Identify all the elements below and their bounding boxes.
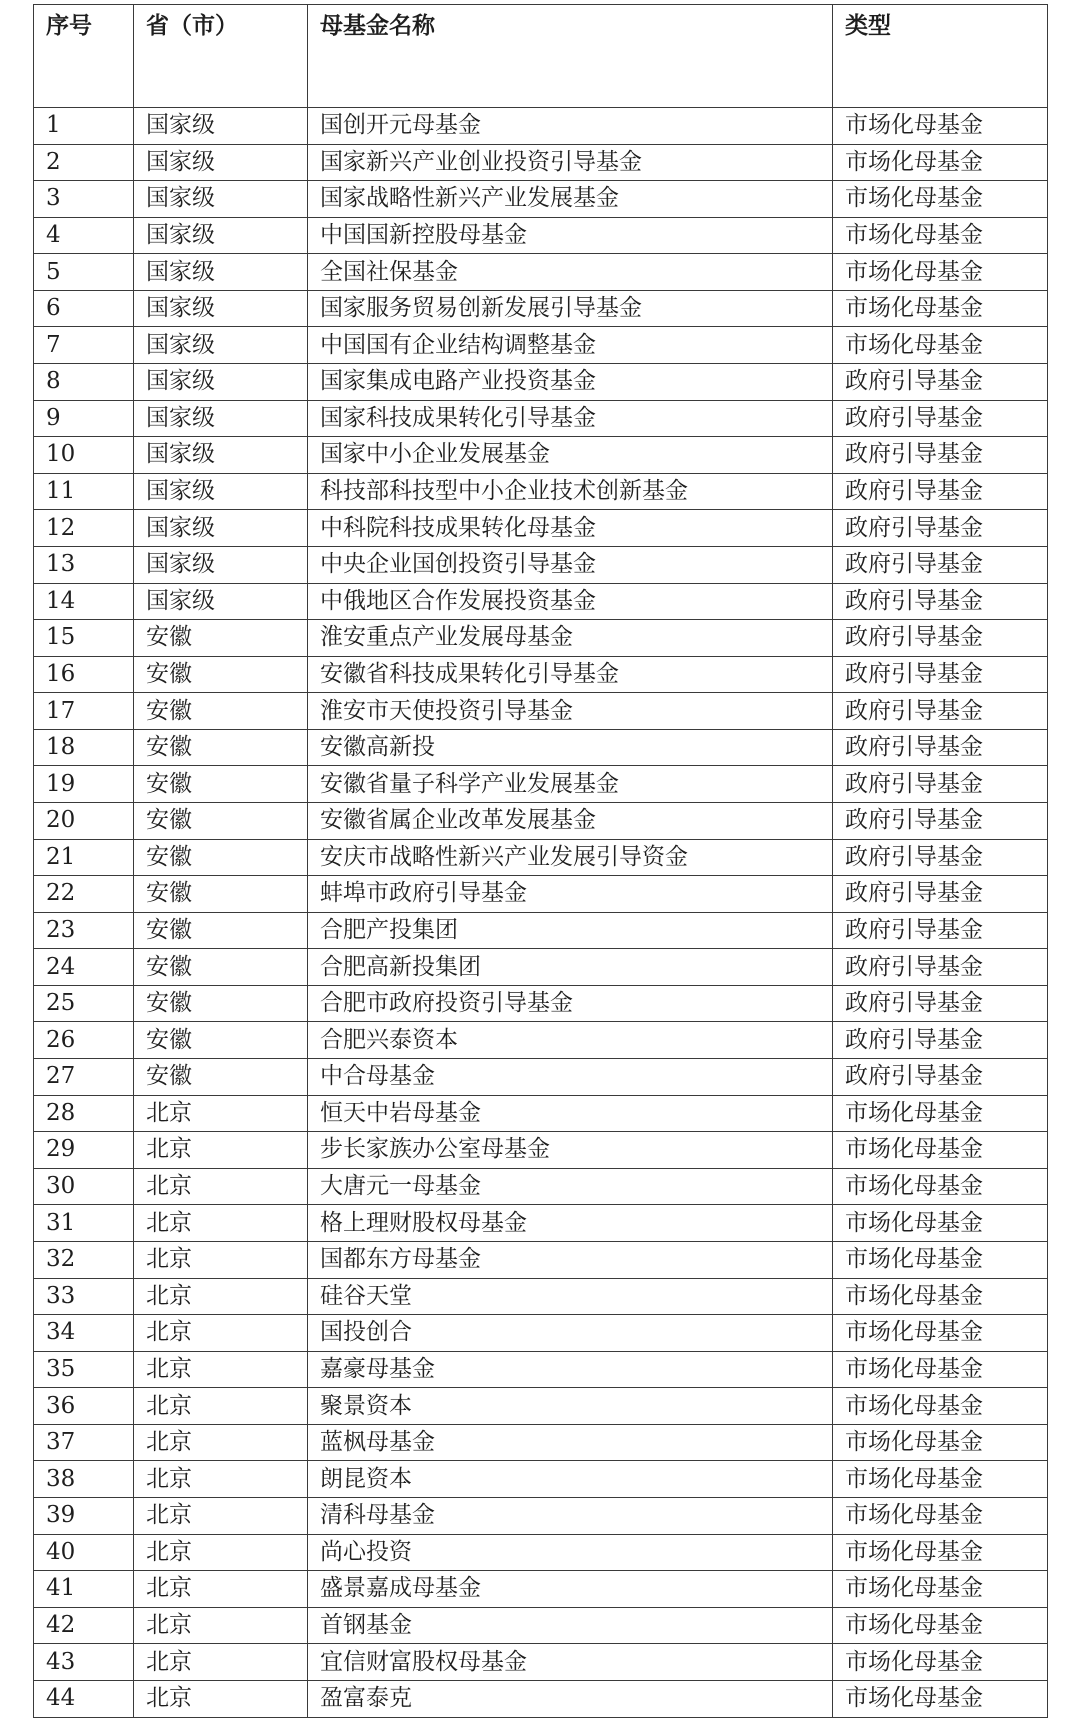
province-cell: 国家级 bbox=[134, 400, 308, 437]
province-cell: 国家级 bbox=[134, 181, 308, 218]
fund-name-cell: 国家战略性新兴产业发展基金 bbox=[308, 181, 833, 218]
province-cell: 安徽 bbox=[134, 876, 308, 913]
table-row bbox=[34, 1278, 1048, 1315]
index-cell: 7 bbox=[34, 327, 134, 364]
table-row bbox=[34, 656, 1048, 693]
index-cell: 44 bbox=[34, 1680, 134, 1717]
fund-name-cell: 安徽省量子科学产业发展基金 bbox=[308, 766, 833, 803]
table-row bbox=[34, 144, 1048, 181]
index-cell: 12 bbox=[34, 510, 134, 547]
province-cell: 国家级 bbox=[134, 290, 308, 327]
index-cell: 3 bbox=[34, 181, 134, 218]
index-cell: 16 bbox=[34, 656, 134, 693]
index-cell: 13 bbox=[34, 546, 134, 583]
index-cell: 10 bbox=[34, 437, 134, 474]
fund-name-cell: 合肥高新投集团 bbox=[308, 949, 833, 986]
fund-name-cell: 朗昆资本 bbox=[308, 1461, 833, 1498]
fund-name-cell: 中合母基金 bbox=[308, 1059, 833, 1096]
type-cell: 政府引导基金 bbox=[833, 583, 1048, 620]
type-cell: 政府引导基金 bbox=[833, 802, 1048, 839]
fund-name-cell: 盛景嘉成母基金 bbox=[308, 1571, 833, 1608]
type-cell: 政府引导基金 bbox=[833, 656, 1048, 693]
fund-name-cell: 合肥产投集团 bbox=[308, 912, 833, 949]
province-cell: 北京 bbox=[134, 1461, 308, 1498]
province-cell: 北京 bbox=[134, 1351, 308, 1388]
province-cell: 安徽 bbox=[134, 949, 308, 986]
fund-name-cell: 蓝枫母基金 bbox=[308, 1424, 833, 1461]
fund-name-cell: 盈富泰克 bbox=[308, 1680, 833, 1717]
type-cell: 市场化母基金 bbox=[833, 1241, 1048, 1278]
index-cell: 15 bbox=[34, 620, 134, 657]
index-cell: 22 bbox=[34, 876, 134, 913]
index-cell: 4 bbox=[34, 217, 134, 254]
province-cell: 国家级 bbox=[134, 108, 308, 145]
province-cell: 国家级 bbox=[134, 437, 308, 474]
province-cell: 北京 bbox=[134, 1534, 308, 1571]
province-cell: 北京 bbox=[134, 1607, 308, 1644]
table-row bbox=[34, 290, 1048, 327]
table-body bbox=[34, 108, 1048, 1718]
fund-name-cell: 淮安重点产业发展母基金 bbox=[308, 620, 833, 657]
province-cell: 北京 bbox=[134, 1315, 308, 1352]
fund-name-cell: 国创开元母基金 bbox=[308, 108, 833, 145]
table-row bbox=[34, 1241, 1048, 1278]
type-cell: 市场化母基金 bbox=[833, 290, 1048, 327]
table-row bbox=[34, 364, 1048, 401]
index-cell: 28 bbox=[34, 1095, 134, 1132]
type-cell: 政府引导基金 bbox=[833, 364, 1048, 401]
table-row bbox=[34, 1461, 1048, 1498]
fund-name-cell: 大唐元一母基金 bbox=[308, 1168, 833, 1205]
province-cell: 北京 bbox=[134, 1278, 308, 1315]
type-cell: 市场化母基金 bbox=[833, 1388, 1048, 1425]
type-cell: 政府引导基金 bbox=[833, 729, 1048, 766]
index-cell: 40 bbox=[34, 1534, 134, 1571]
table-row bbox=[34, 620, 1048, 657]
index-cell: 14 bbox=[34, 583, 134, 620]
table-row bbox=[34, 546, 1048, 583]
table-row bbox=[34, 1644, 1048, 1681]
province-cell: 国家级 bbox=[134, 510, 308, 547]
fund-name-cell: 合肥市政府投资引导基金 bbox=[308, 985, 833, 1022]
fund-name-cell: 中俄地区合作发展投资基金 bbox=[308, 583, 833, 620]
index-cell: 5 bbox=[34, 254, 134, 291]
table-row bbox=[34, 1607, 1048, 1644]
fund-name-cell: 宜信财富股权母基金 bbox=[308, 1644, 833, 1681]
province-cell: 安徽 bbox=[134, 1022, 308, 1059]
table-row bbox=[34, 254, 1048, 291]
index-cell: 25 bbox=[34, 985, 134, 1022]
fund-name-cell: 国家服务贸易创新发展引导基金 bbox=[308, 290, 833, 327]
table-row bbox=[34, 1168, 1048, 1205]
type-cell: 政府引导基金 bbox=[833, 912, 1048, 949]
province-cell: 安徽 bbox=[134, 912, 308, 949]
index-cell: 32 bbox=[34, 1241, 134, 1278]
index-cell: 8 bbox=[34, 364, 134, 401]
table-row bbox=[34, 1059, 1048, 1096]
type-cell: 市场化母基金 bbox=[833, 108, 1048, 145]
province-cell: 国家级 bbox=[134, 254, 308, 291]
table-row bbox=[34, 985, 1048, 1022]
fund-name-cell: 中国国有企业结构调整基金 bbox=[308, 327, 833, 364]
table-row bbox=[34, 1205, 1048, 1242]
province-cell: 北京 bbox=[134, 1168, 308, 1205]
index-cell: 34 bbox=[34, 1315, 134, 1352]
fund-name-cell: 国家新兴产业创业投资引导基金 bbox=[308, 144, 833, 181]
index-cell: 43 bbox=[34, 1644, 134, 1681]
fund-name-cell: 硅谷天堂 bbox=[308, 1278, 833, 1315]
index-cell: 36 bbox=[34, 1388, 134, 1425]
type-cell: 政府引导基金 bbox=[833, 876, 1048, 913]
index-cell: 31 bbox=[34, 1205, 134, 1242]
type-cell: 市场化母基金 bbox=[833, 1497, 1048, 1534]
province-cell: 安徽 bbox=[134, 839, 308, 876]
fund-name-cell: 嘉豪母基金 bbox=[308, 1351, 833, 1388]
province-cell: 北京 bbox=[134, 1571, 308, 1608]
type-cell: 市场化母基金 bbox=[833, 144, 1048, 181]
province-cell: 国家级 bbox=[134, 327, 308, 364]
type-cell: 政府引导基金 bbox=[833, 839, 1048, 876]
type-cell: 政府引导基金 bbox=[833, 1059, 1048, 1096]
index-cell: 2 bbox=[34, 144, 134, 181]
type-cell: 市场化母基金 bbox=[833, 1168, 1048, 1205]
province-cell: 安徽 bbox=[134, 729, 308, 766]
table-row bbox=[34, 1388, 1048, 1425]
province-cell: 安徽 bbox=[134, 1059, 308, 1096]
province-cell: 国家级 bbox=[134, 473, 308, 510]
type-cell: 市场化母基金 bbox=[833, 327, 1048, 364]
fund-name-cell: 中科院科技成果转化母基金 bbox=[308, 510, 833, 547]
fund-name-cell: 安徽省属企业改革发展基金 bbox=[308, 802, 833, 839]
province-cell: 安徽 bbox=[134, 802, 308, 839]
header-index: 序号 bbox=[34, 5, 134, 108]
header-province: 省（市） bbox=[134, 5, 308, 108]
fund-name-cell: 格上理财股权母基金 bbox=[308, 1205, 833, 1242]
type-cell: 市场化母基金 bbox=[833, 217, 1048, 254]
type-cell: 政府引导基金 bbox=[833, 510, 1048, 547]
fund-name-cell: 国都东方母基金 bbox=[308, 1241, 833, 1278]
index-cell: 26 bbox=[34, 1022, 134, 1059]
type-cell: 市场化母基金 bbox=[833, 1534, 1048, 1571]
table-row bbox=[34, 693, 1048, 730]
type-cell: 政府引导基金 bbox=[833, 949, 1048, 986]
fund-name-cell: 国家科技成果转化引导基金 bbox=[308, 400, 833, 437]
fund-name-cell: 淮安市天使投资引导基金 bbox=[308, 693, 833, 730]
table-row bbox=[34, 802, 1048, 839]
table-row bbox=[34, 181, 1048, 218]
province-cell: 北京 bbox=[134, 1132, 308, 1169]
fund-name-cell: 全国社保基金 bbox=[308, 254, 833, 291]
fund-name-cell: 恒天中岩母基金 bbox=[308, 1095, 833, 1132]
fund-name-cell: 清科母基金 bbox=[308, 1497, 833, 1534]
fund-name-cell: 国投创合 bbox=[308, 1315, 833, 1352]
fund-name-cell: 蚌埠市政府引导基金 bbox=[308, 876, 833, 913]
table-row bbox=[34, 108, 1048, 145]
table-row bbox=[34, 949, 1048, 986]
fund-name-cell: 中国国新控股母基金 bbox=[308, 217, 833, 254]
province-cell: 北京 bbox=[134, 1095, 308, 1132]
fund-name-cell: 首钢基金 bbox=[308, 1607, 833, 1644]
index-cell: 33 bbox=[34, 1278, 134, 1315]
index-cell: 9 bbox=[34, 400, 134, 437]
index-cell: 21 bbox=[34, 839, 134, 876]
table-row bbox=[34, 766, 1048, 803]
header-type: 类型 bbox=[833, 5, 1048, 108]
type-cell: 市场化母基金 bbox=[833, 1680, 1048, 1717]
table-row bbox=[34, 400, 1048, 437]
type-cell: 市场化母基金 bbox=[833, 1461, 1048, 1498]
fund-name-cell: 国家集成电路产业投资基金 bbox=[308, 364, 833, 401]
table-row bbox=[34, 1095, 1048, 1132]
type-cell: 政府引导基金 bbox=[833, 546, 1048, 583]
province-cell: 北京 bbox=[134, 1424, 308, 1461]
fund-name-cell: 合肥兴泰资本 bbox=[308, 1022, 833, 1059]
province-cell: 国家级 bbox=[134, 364, 308, 401]
table-row bbox=[34, 473, 1048, 510]
type-cell: 市场化母基金 bbox=[833, 181, 1048, 218]
index-cell: 11 bbox=[34, 473, 134, 510]
type-cell: 政府引导基金 bbox=[833, 437, 1048, 474]
table-row bbox=[34, 1132, 1048, 1169]
index-cell: 20 bbox=[34, 802, 134, 839]
province-cell: 北京 bbox=[134, 1388, 308, 1425]
table-row bbox=[34, 1022, 1048, 1059]
province-cell: 国家级 bbox=[134, 583, 308, 620]
table-row bbox=[34, 912, 1048, 949]
type-cell: 市场化母基金 bbox=[833, 1095, 1048, 1132]
index-cell: 18 bbox=[34, 729, 134, 766]
province-cell: 安徽 bbox=[134, 620, 308, 657]
header-fund-name: 母基金名称 bbox=[308, 5, 833, 108]
type-cell: 市场化母基金 bbox=[833, 254, 1048, 291]
index-cell: 23 bbox=[34, 912, 134, 949]
table-row bbox=[34, 1497, 1048, 1534]
header-row bbox=[34, 5, 1048, 108]
table-row bbox=[34, 1424, 1048, 1461]
type-cell: 市场化母基金 bbox=[833, 1571, 1048, 1608]
index-cell: 6 bbox=[34, 290, 134, 327]
table-row bbox=[34, 1571, 1048, 1608]
fund-name-cell: 中央企业国创投资引导基金 bbox=[308, 546, 833, 583]
index-cell: 27 bbox=[34, 1059, 134, 1096]
table-row bbox=[34, 583, 1048, 620]
province-cell: 北京 bbox=[134, 1205, 308, 1242]
index-cell: 19 bbox=[34, 766, 134, 803]
type-cell: 市场化母基金 bbox=[833, 1205, 1048, 1242]
index-cell: 1 bbox=[34, 108, 134, 145]
type-cell: 政府引导基金 bbox=[833, 1022, 1048, 1059]
fund-name-cell: 安徽省科技成果转化引导基金 bbox=[308, 656, 833, 693]
province-cell: 国家级 bbox=[134, 217, 308, 254]
type-cell: 市场化母基金 bbox=[833, 1132, 1048, 1169]
index-cell: 30 bbox=[34, 1168, 134, 1205]
table-row bbox=[34, 876, 1048, 913]
table-row bbox=[34, 217, 1048, 254]
province-cell: 国家级 bbox=[134, 144, 308, 181]
index-cell: 38 bbox=[34, 1461, 134, 1498]
table-row bbox=[34, 1315, 1048, 1352]
index-cell: 37 bbox=[34, 1424, 134, 1461]
province-cell: 北京 bbox=[134, 1680, 308, 1717]
province-cell: 安徽 bbox=[134, 656, 308, 693]
fund-name-cell: 步长家族办公室母基金 bbox=[308, 1132, 833, 1169]
fund-name-cell: 安庆市战略性新兴产业发展引导资金 bbox=[308, 839, 833, 876]
type-cell: 政府引导基金 bbox=[833, 620, 1048, 657]
index-cell: 35 bbox=[34, 1351, 134, 1388]
table-row bbox=[34, 327, 1048, 364]
table-row bbox=[34, 1351, 1048, 1388]
type-cell: 市场化母基金 bbox=[833, 1351, 1048, 1388]
index-cell: 17 bbox=[34, 693, 134, 730]
index-cell: 39 bbox=[34, 1497, 134, 1534]
province-cell: 北京 bbox=[134, 1644, 308, 1681]
type-cell: 市场化母基金 bbox=[833, 1278, 1048, 1315]
index-cell: 29 bbox=[34, 1132, 134, 1169]
table-row bbox=[34, 729, 1048, 766]
province-cell: 安徽 bbox=[134, 693, 308, 730]
table-row bbox=[34, 1534, 1048, 1571]
fund-table bbox=[33, 4, 1048, 1718]
province-cell: 国家级 bbox=[134, 546, 308, 583]
type-cell: 市场化母基金 bbox=[833, 1424, 1048, 1461]
province-cell: 安徽 bbox=[134, 985, 308, 1022]
fund-name-cell: 尚心投资 bbox=[308, 1534, 833, 1571]
type-cell: 政府引导基金 bbox=[833, 473, 1048, 510]
type-cell: 市场化母基金 bbox=[833, 1644, 1048, 1681]
type-cell: 政府引导基金 bbox=[833, 400, 1048, 437]
type-cell: 市场化母基金 bbox=[833, 1315, 1048, 1352]
province-cell: 安徽 bbox=[134, 766, 308, 803]
index-cell: 41 bbox=[34, 1571, 134, 1608]
fund-name-cell: 安徽高新投 bbox=[308, 729, 833, 766]
table-row bbox=[34, 839, 1048, 876]
index-cell: 42 bbox=[34, 1607, 134, 1644]
province-cell: 北京 bbox=[134, 1241, 308, 1278]
type-cell: 市场化母基金 bbox=[833, 1607, 1048, 1644]
fund-name-cell: 聚景资本 bbox=[308, 1388, 833, 1425]
index-cell: 24 bbox=[34, 949, 134, 986]
fund-name-cell: 科技部科技型中小企业技术创新基金 bbox=[308, 473, 833, 510]
type-cell: 政府引导基金 bbox=[833, 693, 1048, 730]
table-row bbox=[34, 510, 1048, 547]
fund-name-cell: 国家中小企业发展基金 bbox=[308, 437, 833, 474]
province-cell: 北京 bbox=[134, 1497, 308, 1534]
table-row bbox=[34, 1680, 1048, 1717]
type-cell: 政府引导基金 bbox=[833, 985, 1048, 1022]
table-row bbox=[34, 437, 1048, 474]
type-cell: 政府引导基金 bbox=[833, 766, 1048, 803]
